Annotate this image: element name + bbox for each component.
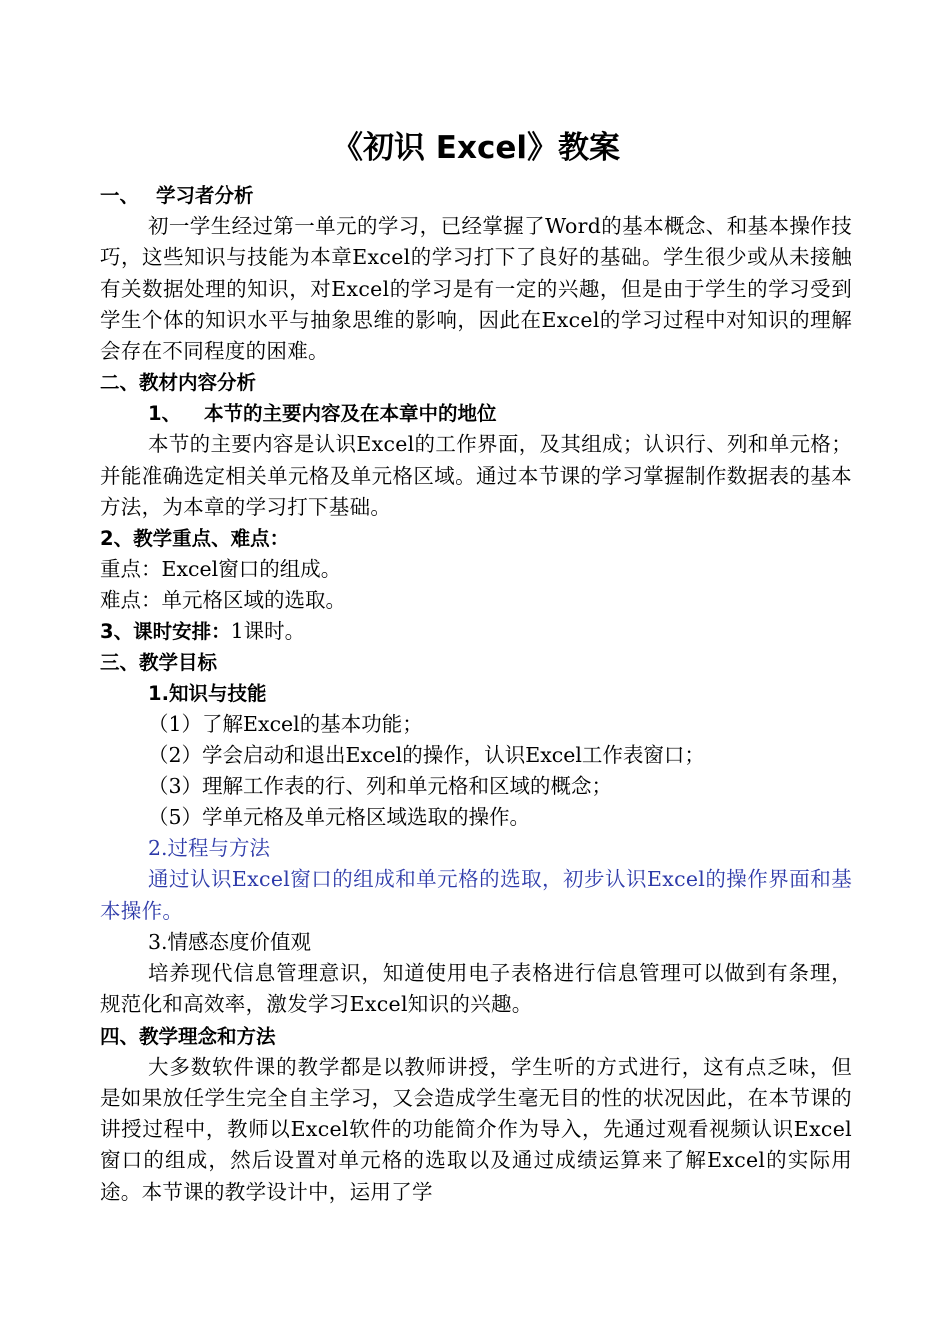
section-heading-1 bbox=[100, 180, 852, 211]
teaching-method-paragraph: 大多数软件课的教学都是以教师讲授，学生听的方式进行，这有点乏味，但是如果放任学生完全自主学习，又会造成学生毫无目的性的状况因此，在本节课的讲授过程中，教师以Excel软件的功能简介作为导入，先通过观看视频认识Excel窗口的组成，然后设置对单元格的选取以及通过成绩运算来了解Excel的实际用途。本节课的教学设计中，运用了学 bbox=[100, 1054, 852, 1204]
difficult-point-line: 难点：单元格区域的选取。 bbox=[100, 588, 346, 613]
learner-analysis-paragraph: 初一学生经过第一单元的学习，已经掌握了Word的基本概念、和基本操作技巧，这些知识与技能为本章Excel的学习打下了良好的基础。学生很少或从未接触有关数据处理的知识，对Excel的学习是有一定的兴趣，但是由于学生的学习受到学生个体的知识水平与抽象思维的影响，因此在Excel的学习过程中对知识的理解会存在不同程度的困难。 bbox=[100, 214, 852, 364]
goal-2-paragraph: 通过认识Excel窗口的组成和单元格的选取，初步认识Excel的操作界面和基本操作。 bbox=[100, 867, 852, 923]
document-page bbox=[100, 126, 852, 1208]
subsection-number: 1、 bbox=[148, 402, 182, 426]
key-point-line: 重点：Excel窗口的组成。 bbox=[100, 557, 342, 582]
goal-3-heading: 3.情感态度价值观 bbox=[148, 929, 312, 954]
goal-1-heading: 1.知识与技能 bbox=[148, 682, 267, 706]
class-hours-value: 1课时。 bbox=[230, 619, 306, 644]
goal-1-item: （2）学会启动和退出Excel的操作，认识Excel工作表窗口； bbox=[148, 743, 705, 768]
goal-3-paragraph: 培养现代信息管理意识，知道使用电子表格进行信息管理可以做到有条理，规范化和高效率，激发学习Excel知识的兴趣。 bbox=[100, 960, 852, 1017]
subsection-heading-2-1 bbox=[100, 398, 852, 429]
section-heading-2: 二、教材内容分析 bbox=[100, 371, 257, 395]
goal-1-item: （3）理解工作表的行、列和单元格和区域的概念； bbox=[148, 774, 613, 799]
section-heading-3: 三、教学目标 bbox=[100, 651, 218, 675]
section-title: 学习者分析 bbox=[156, 184, 254, 207]
subsection-heading-2-2: 2、教学重点、难点： bbox=[100, 527, 290, 551]
section-heading-4: 四、教学理念和方法 bbox=[100, 1024, 276, 1048]
class-hours-line bbox=[100, 616, 852, 647]
goal-1-item: （1）了解Excel的基本功能； bbox=[148, 712, 423, 737]
goal-2-heading: 2.过程与方法 bbox=[148, 836, 271, 861]
class-hours-label: 3、课时安排： bbox=[100, 620, 231, 644]
section-number: 一、 bbox=[100, 184, 140, 207]
subsection-title: 本节的主要内容及在本章中的地位 bbox=[204, 402, 497, 426]
goal-1-item: （5）学单元格及单元格区域选取的操作。 bbox=[148, 805, 531, 830]
document-title: 《初识 Excel》教案 bbox=[332, 130, 620, 166]
content-paragraph: 本节的主要内容是认识Excel的工作界面，及其组成；认识行、列和单元格；并能准确选定相关单元格及单元格区域。通过本节课的学习掌握制作数据表的基本方法，为本章的学习打下基础。 bbox=[100, 432, 852, 520]
